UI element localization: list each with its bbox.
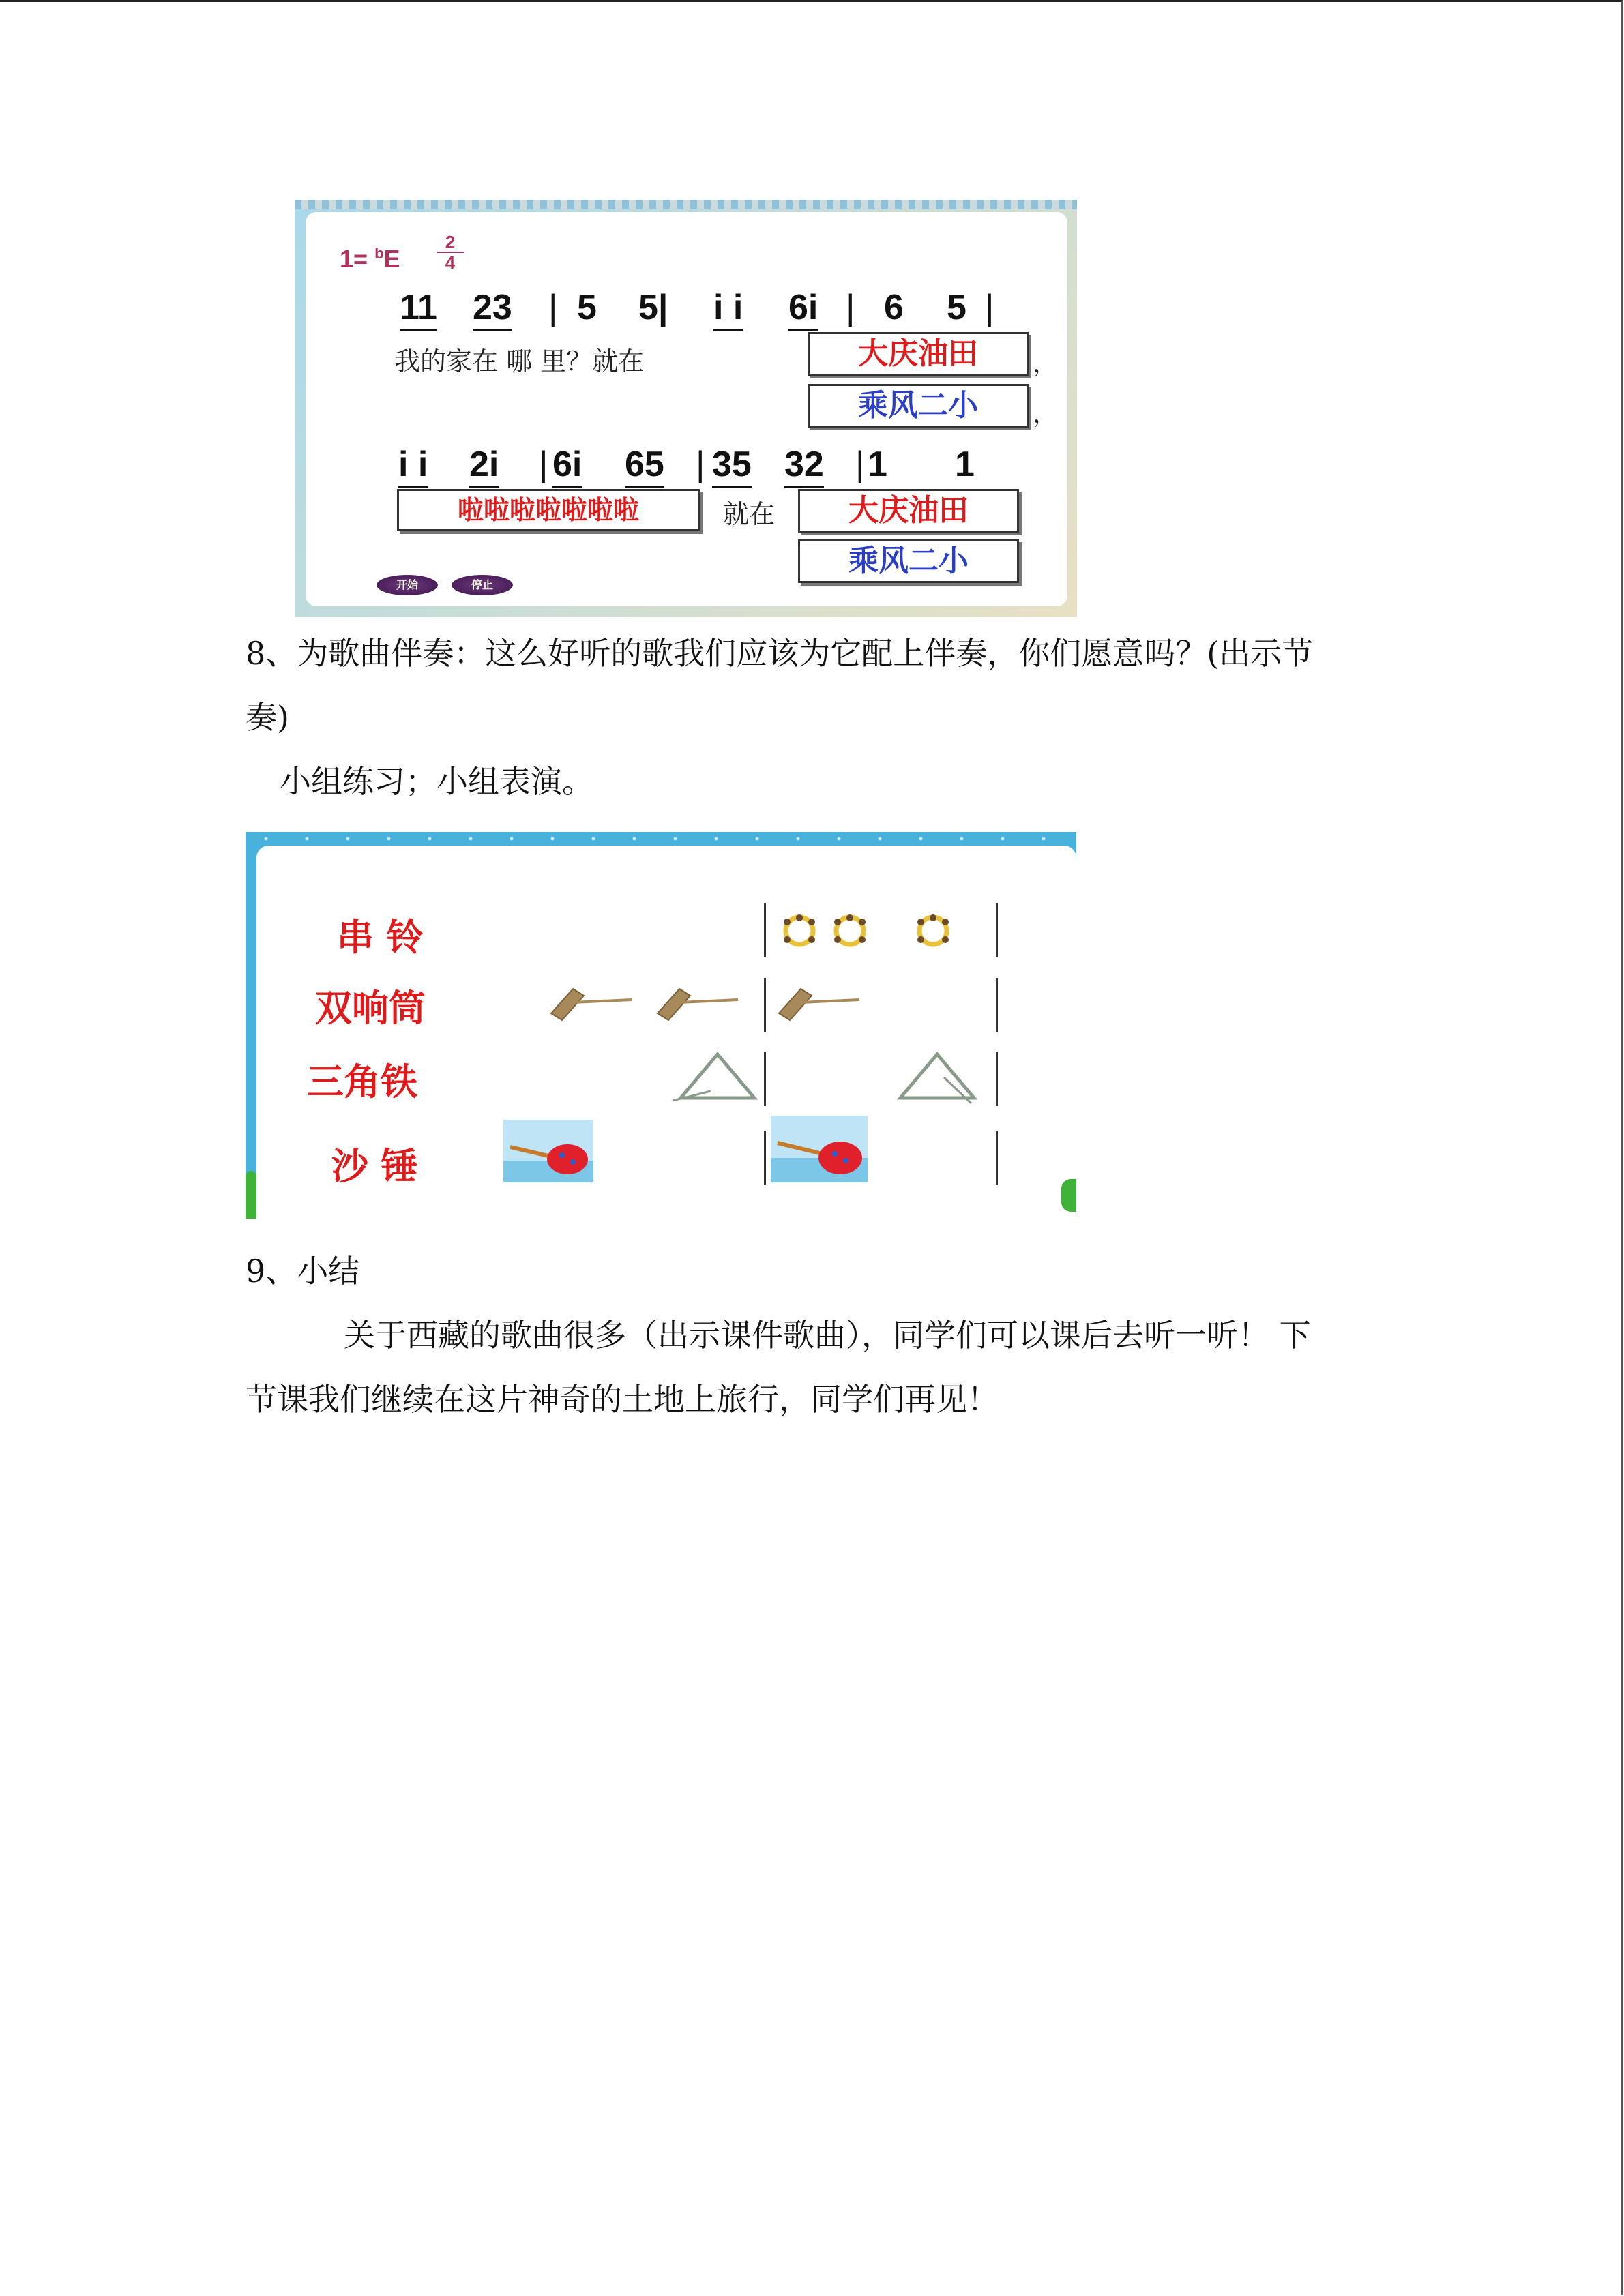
paragraph-closing-line-1: 关于西藏的歌曲很多（出示课件歌曲），同学们可以课后去听一听！ 下 <box>344 1317 1311 1354</box>
tag-chengfeng-1: 乘风二小 <box>808 384 1029 428</box>
paragraph-8-line-1: 8、为歌曲伴奏：这么好听的歌我们应该为它配上伴奏，你们愿意吗？(出示节 <box>246 635 1314 672</box>
instrument-label-sanjiaotie: 三角铁 <box>307 1060 417 1103</box>
time-signature: $\frac{2}{4}$ <box>437 233 464 272</box>
bar-line <box>996 978 998 1032</box>
wood-block-icon <box>773 979 862 1027</box>
slide-top-border <box>295 200 1077 209</box>
wood-block-icon <box>652 979 741 1027</box>
wood-block-icon <box>546 979 634 1027</box>
tag-chengfeng-2: 乘风二小 <box>798 539 1019 583</box>
key-signature: 1= $^b$E <box>340 245 400 273</box>
grass-decoration-right <box>1061 1179 1076 1212</box>
song-score-slide <box>295 200 1077 617</box>
notation-line-1: 11 23 | 5 5| i i 6i | 6 5 | <box>306 287 1056 335</box>
instrument-label-shachui: 沙 锤 <box>331 1144 418 1188</box>
score-card <box>306 212 1067 606</box>
triangle-icon <box>670 1050 758 1105</box>
lyric-line-1: 我的家在 哪 里？就在 <box>394 346 645 376</box>
bar-line <box>996 1131 998 1185</box>
bar-line <box>764 1052 766 1106</box>
rhythm-slide <box>246 832 1076 1219</box>
bar-line <box>764 978 766 1032</box>
paragraph-9-heading: 9、小结 <box>246 1253 360 1289</box>
triangle-icon <box>896 1050 985 1105</box>
tag-daqing-1: 大庆油田 <box>808 332 1029 376</box>
paragraph-closing-line-2: 节课我们继续在这片神奇的土地上旅行，同学们再见！ <box>246 1381 999 1418</box>
maraca-icon <box>771 1116 868 1182</box>
tambourine-icon <box>772 914 827 948</box>
comma-2: ， <box>1033 400 1058 428</box>
tag-daqing-2: 大庆油田 <box>798 489 1019 533</box>
tambourine-icon <box>906 914 960 948</box>
tambourine-icon <box>823 914 877 948</box>
instrument-label-chuanling: 串 铃 <box>337 915 424 959</box>
bar-line <box>996 903 998 957</box>
start-button[interactable]: 开始 <box>377 575 438 595</box>
bar-line <box>764 903 766 957</box>
bar-line <box>764 1131 766 1185</box>
slide-top-decoration <box>246 832 1076 846</box>
rhythm-card <box>256 846 1076 1219</box>
comma-1: ， <box>1033 350 1058 378</box>
stop-button[interactable]: 停止 <box>452 575 513 595</box>
paragraph-group-practice: 小组练习；小组表演。 <box>280 763 593 800</box>
notation-line-2: i i 2i | 6i 65 | 35 32 | 1 1 <box>306 444 1056 492</box>
lyric-jiuzai: 就在 <box>723 499 776 529</box>
maraca-icon <box>503 1120 593 1182</box>
tag-lalala: 啦啦啦啦啦啦啦 <box>397 489 700 531</box>
bar-line <box>996 1052 998 1106</box>
instrument-label-shuangxiangtong: 双响筒 <box>315 986 426 1030</box>
grass-decoration-left <box>246 1171 256 1219</box>
paragraph-8-line-2: 奏) <box>246 699 289 736</box>
